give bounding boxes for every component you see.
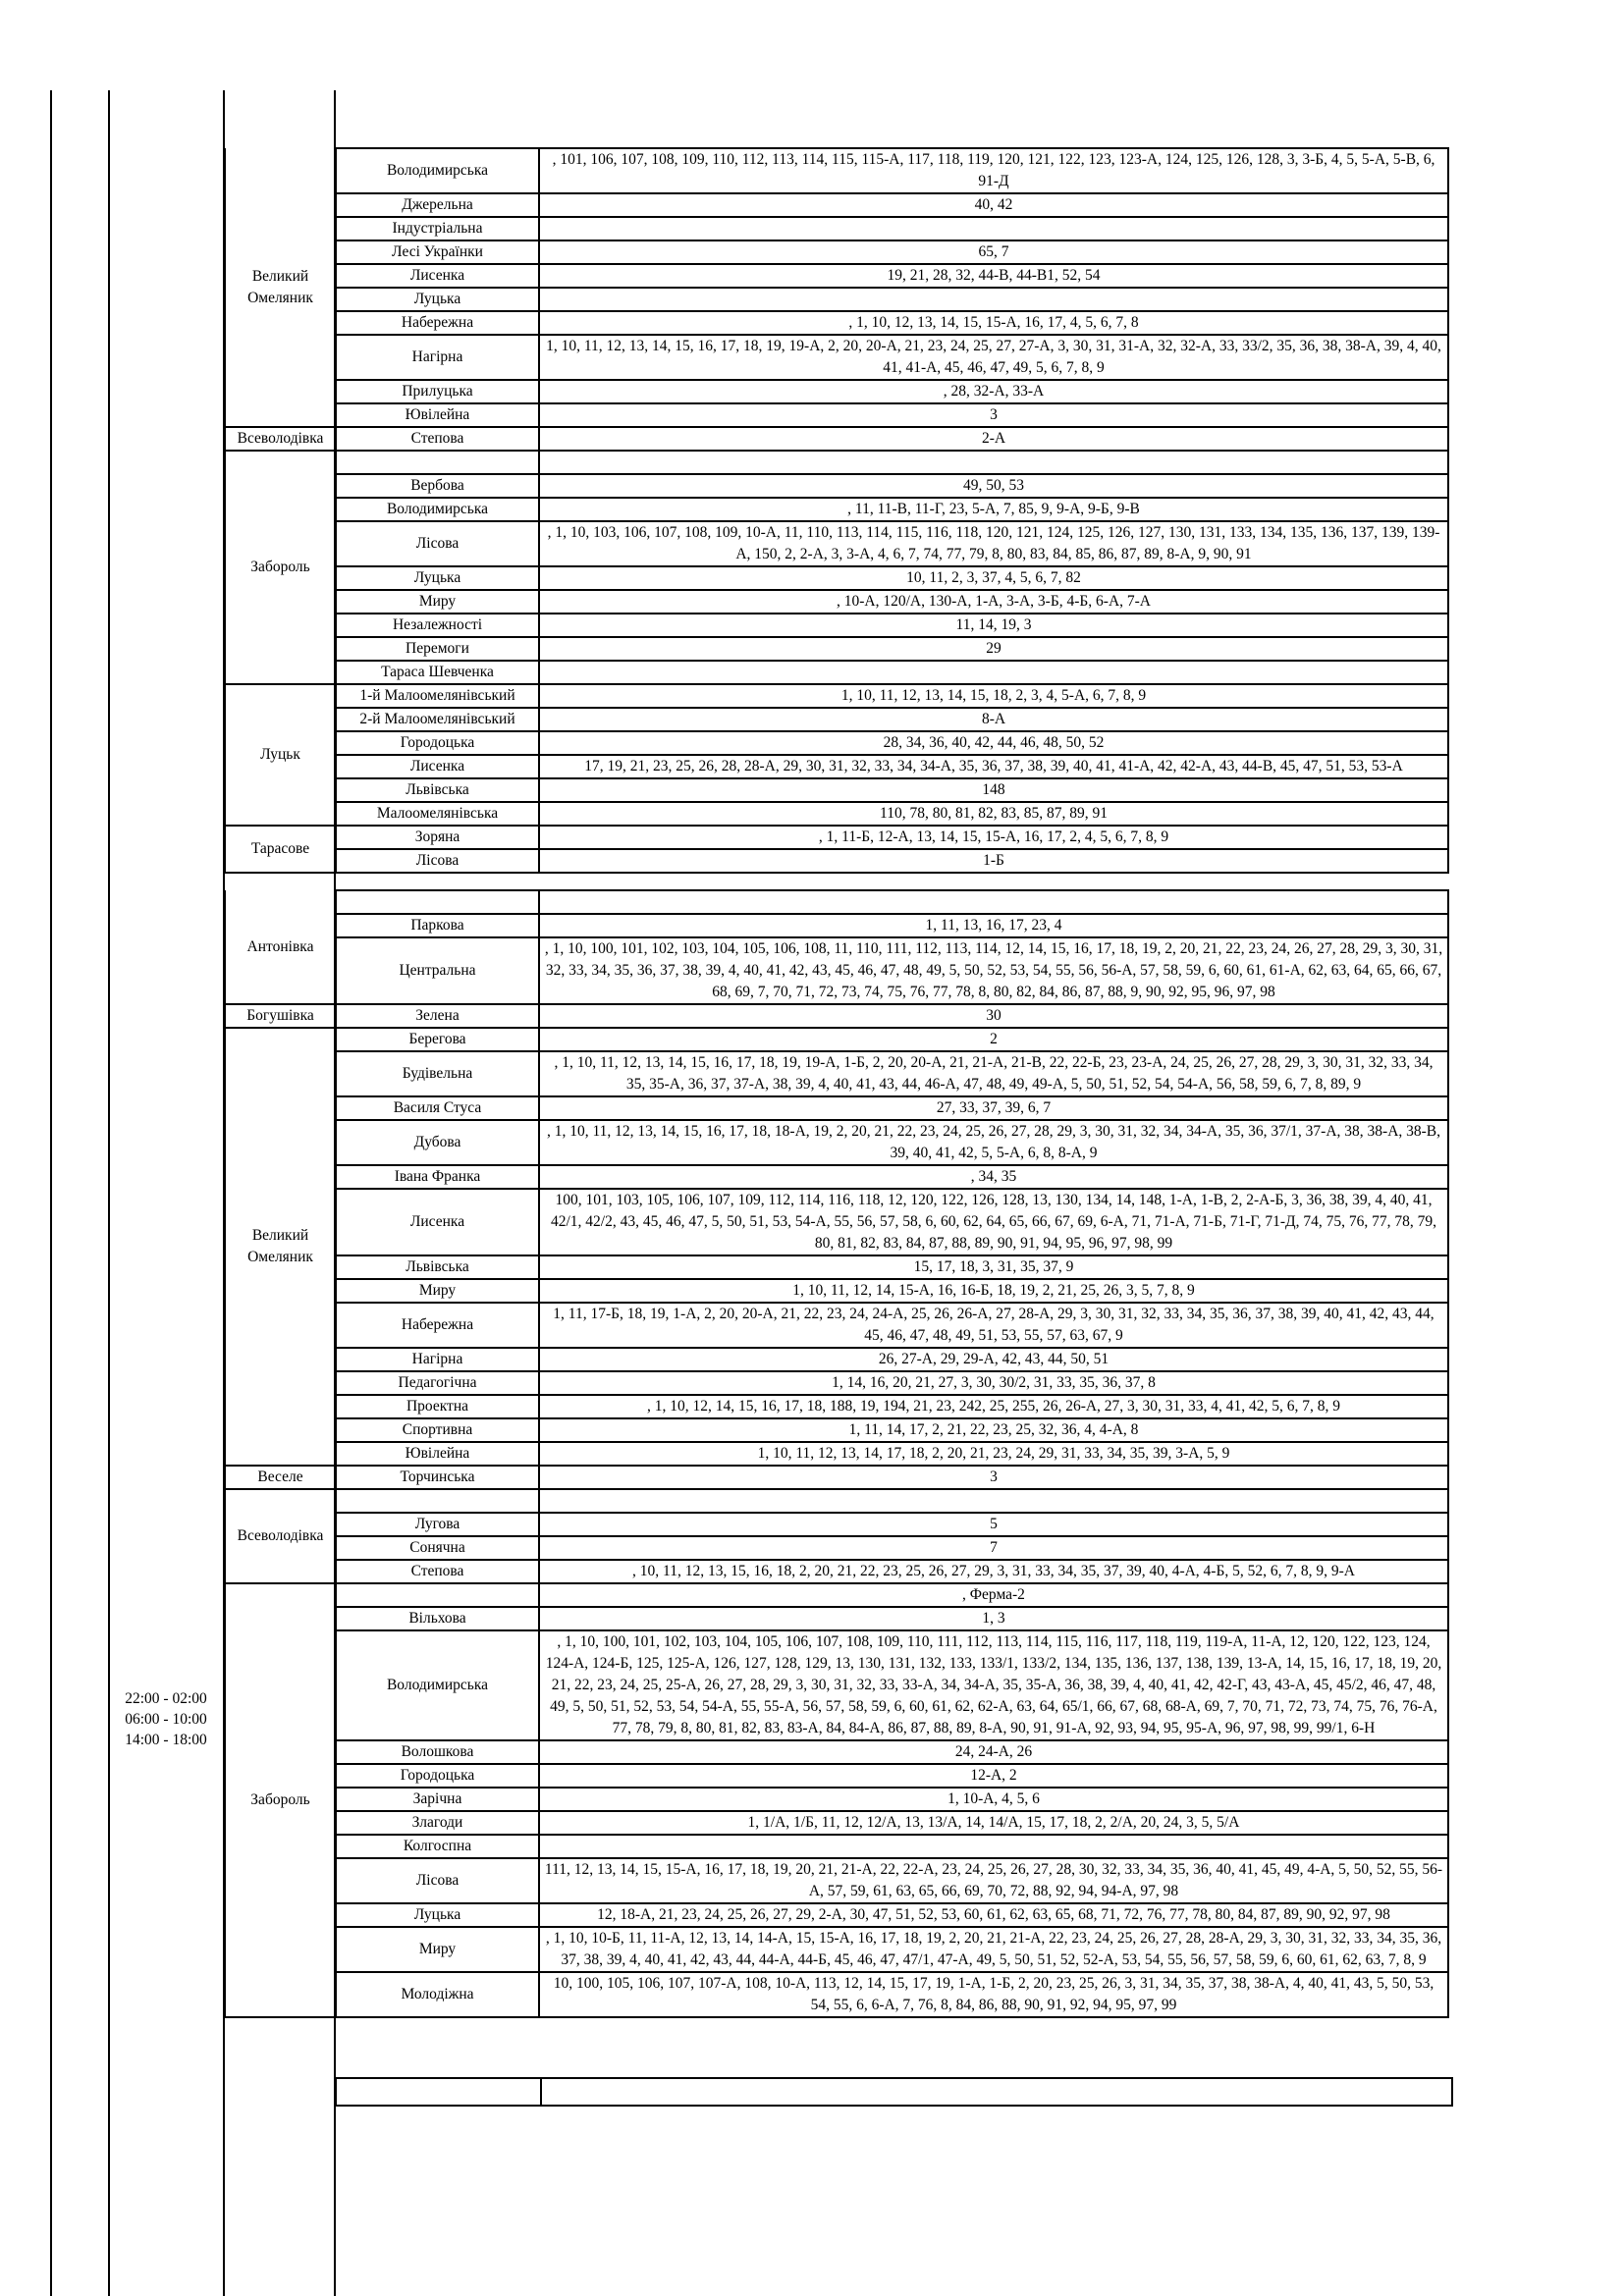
house-numbers-cell: , 1, 10, 10-Б, 11, 11-А, 12, 13, 14, 14-А, 15, 15-А, 16, 17, 18, 19, 2, 20, 21, 21-А, 22, 23, 24, 25, 26, 27, 28, 28-А, 29, 3, 30, 31, 32, 33, 34, 35, 36, 37, 38, 39, 4, 40, 41, 42, 43, 44, 44-А, 44-Б, 45, 46, 47, 47/1, 47-А, 49, 5, 50, 51, 52, 52-А, 53, 54, 55, 56, 57, 58, 59, 6, 60, 61, 62, 63, 7, 8, 9 — [539, 1927, 1448, 1972]
street-cell — [336, 890, 539, 914]
table-row — [225, 1858, 1448, 1903]
house-numbers-cell: , Ферма-2 — [539, 1583, 1448, 1607]
street-cell: Степова — [336, 1560, 539, 1583]
trailing-empty-row — [335, 2077, 1453, 2107]
vertical-rule — [50, 90, 52, 2296]
house-numbers-cell: 3 — [539, 1466, 1448, 1489]
table-row — [225, 1348, 1448, 1371]
house-numbers-cell: , 10, 11, 12, 13, 15, 16, 18, 2, 20, 21, 22, 23, 25, 26, 27, 29, 3, 31, 33, 34, 35, 37, 39, 40, 4-А, 4-Б, 5, 52, 6, 7, 8, 9, 9-А — [539, 1560, 1448, 1583]
table-row — [225, 826, 1448, 849]
schedule-tables — [224, 147, 1447, 2107]
table-row — [225, 684, 1448, 708]
table-row — [225, 1489, 1448, 1513]
house-numbers-cell: 11, 14, 19, 3 — [539, 614, 1448, 637]
house-numbers-cell: 1, 11, 17-Б, 18, 19, 1-А, 2, 20, 20-А, 21, 22, 23, 24, 24-А, 25, 26, 26-А, 27, 28-А, 29, 3, 30, 31, 32, 33, 34, 35, 36, 37, 38, 39, 40, 41, 42, 43, 44, 45, 46, 47, 48, 49, 51, 53, 55, 57, 63, 67, 9 — [539, 1303, 1448, 1348]
table-row — [225, 1303, 1448, 1348]
house-numbers-cell: 1, 11, 13, 16, 17, 23, 4 — [539, 914, 1448, 937]
table-row — [225, 288, 1448, 311]
street-cell: Ювілейна — [336, 1442, 539, 1466]
street-cell: Лісова — [336, 849, 539, 873]
vertical-rule — [108, 90, 110, 2296]
table-row — [225, 1513, 1448, 1536]
street-cell: Лісова — [336, 1858, 539, 1903]
table-row — [225, 661, 1448, 684]
table-row — [225, 708, 1448, 731]
street-cell: Паркова — [336, 914, 539, 937]
house-numbers-cell: 17, 19, 21, 23, 25, 26, 28, 28-А, 29, 30, 31, 32, 33, 34, 34-А, 35, 36, 37, 38, 39, 40, 41, 41-А, 42, 42-А, 43, 44-В, 45, 47, 51, 53, 53-А — [539, 755, 1448, 778]
street-cell — [336, 1489, 539, 1513]
village-cell: Забороль — [225, 451, 336, 684]
house-numbers-cell: 24, 24-А, 26 — [539, 1740, 1448, 1764]
table-row — [225, 914, 1448, 937]
table-row — [225, 1096, 1448, 1120]
table-row — [225, 778, 1448, 802]
street-cell: Джерельна — [336, 193, 539, 217]
street-cell: Торчинська — [336, 1466, 539, 1489]
house-numbers-cell: , 1, 10, 11, 12, 13, 14, 15, 16, 17, 18, 18-А, 19, 2, 20, 21, 22, 23, 24, 25, 26, 27, 28, 29, 3, 30, 31, 32, 34, 34-А, 35, 36, 37/1, 37-А, 38, 38-А, 38-В, 39, 40, 41, 42, 5, 5-А, 6, 8, 8-А, 9 — [539, 1120, 1448, 1165]
table-row — [225, 1536, 1448, 1560]
house-numbers-cell: 40, 42 — [539, 193, 1448, 217]
house-numbers-cell: 26, 27-А, 29, 29-А, 42, 43, 44, 50, 51 — [539, 1348, 1448, 1371]
table-row — [225, 264, 1448, 288]
street-cell: Володимирська — [336, 498, 539, 521]
table-row — [225, 521, 1448, 566]
house-numbers-cell: 65, 7 — [539, 240, 1448, 264]
house-numbers-cell: 27, 33, 37, 39, 6, 7 — [539, 1096, 1448, 1120]
table-row — [225, 1740, 1448, 1764]
house-numbers-cell: 49, 50, 53 — [539, 474, 1448, 498]
street-cell: Колгоспна — [336, 1835, 539, 1858]
street-cell: Городоцька — [336, 1764, 539, 1788]
table-row — [225, 1255, 1448, 1279]
street-cell: Злагоди — [336, 1811, 539, 1835]
table-row — [225, 1466, 1448, 1489]
street-cell: Нагірна — [336, 335, 539, 380]
house-numbers-cell: , 101, 106, 107, 108, 109, 110, 112, 113, 114, 115, 115-А, 117, 118, 119, 120, 121, 122, 123, 123-А, 124, 125, 126, 128, 3, 3-Б, 4, 5, 5-А, 5-В, 6, 91-Д — [539, 148, 1448, 193]
table-row — [225, 1279, 1448, 1303]
street-cell: Молодіжна — [336, 1972, 539, 2017]
table-row — [225, 193, 1448, 217]
village-cell: Луцьк — [225, 684, 336, 826]
street-cell: Берегова — [336, 1028, 539, 1051]
table-row — [225, 474, 1448, 498]
street-cell: Луцька — [336, 1903, 539, 1927]
house-numbers-cell — [541, 2078, 1452, 2106]
table-row — [225, 1788, 1448, 1811]
table-row — [225, 1395, 1448, 1418]
house-numbers-cell: 10, 100, 105, 106, 107, 107-А, 108, 10-А, 113, 12, 14, 15, 17, 19, 1-А, 1-Б, 2, 20, 23, 25, 26, 3, 31, 34, 35, 37, 38, 38-А, 4, 40, 41, 43, 5, 50, 53, 54, 55, 6, 6-А, 7, 76, 8, 84, 86, 88, 90, 91, 92, 94, 95, 97, 99 — [539, 1972, 1448, 2017]
house-numbers-cell — [539, 661, 1448, 684]
street-cell: Лисенка — [336, 1189, 539, 1255]
house-numbers-cell: 29 — [539, 637, 1448, 661]
street-cell: Львівська — [336, 1255, 539, 1279]
table-row — [225, 1630, 1448, 1740]
table-row — [225, 217, 1448, 240]
street-cell: Зарічна — [336, 1788, 539, 1811]
village-cell: Всеволодівка — [225, 1489, 336, 1583]
schedule-table-bottom — [224, 889, 1449, 2018]
street-cell: Будівельна — [336, 1051, 539, 1096]
house-numbers-cell: 1, 3 — [539, 1607, 1448, 1630]
table-row — [225, 148, 1448, 193]
table-row — [225, 1371, 1448, 1395]
house-numbers-cell: , 34, 35 — [539, 1165, 1448, 1189]
table-row — [225, 1442, 1448, 1466]
table-row — [225, 380, 1448, 403]
table-row — [225, 1051, 1448, 1096]
street-cell: Педагогічна — [336, 1371, 539, 1395]
table-row — [225, 1165, 1448, 1189]
house-numbers-cell: 30 — [539, 1004, 1448, 1028]
house-numbers-cell: 3 — [539, 403, 1448, 427]
street-cell: Лисенка — [336, 264, 539, 288]
street-cell: Миру — [336, 1279, 539, 1303]
table-row — [225, 590, 1448, 614]
street-cell: Івана Франка — [336, 1165, 539, 1189]
house-numbers-cell: 1-Б — [539, 849, 1448, 873]
house-numbers-cell: , 1, 10, 11, 12, 13, 14, 15, 16, 17, 18, 19, 19-А, 1-Б, 2, 20, 20-А, 21, 21-А, 21-В, 22, 22-Б, 23, 23-А, 24, 25, 26, 27, 28, 29, 3, 30, 31, 32, 33, 34, 35, 35-А, 36, 37, 37-А, 38, 39, 4, 40, 41, 43, 44, 46-А, 47, 48, 49, 49-А, 5, 50, 51, 52, 54, 54-А, 56, 58, 59, 6, 7, 8, 89, 9 — [539, 1051, 1448, 1096]
table-row — [225, 1903, 1448, 1927]
street-cell: Зоряна — [336, 826, 539, 849]
street-cell: Дубова — [336, 1120, 539, 1165]
house-numbers-cell: 1, 10, 11, 12, 13, 14, 15, 18, 2, 3, 4, 5-А, 6, 7, 8, 9 — [539, 684, 1448, 708]
street-cell: Миру — [336, 1927, 539, 1972]
house-numbers-cell — [539, 1835, 1448, 1858]
house-numbers-cell: 1, 10, 11, 12, 13, 14, 15, 16, 17, 18, 19, 19-А, 2, 20, 20-А, 21, 23, 24, 25, 27, 27-А, 3, 30, 31, 31-А, 32, 32-А, 33, 33/2, 35, 36, 38, 38-А, 39, 4, 40, 41, 41-А, 45, 46, 47, 49, 5, 6, 7, 8, 9 — [539, 335, 1448, 380]
house-numbers-cell: 12-А, 2 — [539, 1764, 1448, 1788]
street-cell: Набережна — [336, 311, 539, 335]
house-numbers-cell: , 10-А, 120/А, 130-А, 1-А, 3-А, 3-Б, 4-Б, 6-А, 7-А — [539, 590, 1448, 614]
street-cell: Володимирська — [336, 148, 539, 193]
street-cell: Василя Стуса — [336, 1096, 539, 1120]
house-numbers-cell — [539, 451, 1448, 474]
street-cell: Миру — [336, 590, 539, 614]
table-row — [225, 240, 1448, 264]
street-cell: Незалежності — [336, 614, 539, 637]
house-numbers-cell: 7 — [539, 1536, 1448, 1560]
house-numbers-cell: 15, 17, 18, 3, 31, 35, 37, 9 — [539, 1255, 1448, 1279]
street-cell: Городоцька — [336, 731, 539, 755]
table-row — [225, 755, 1448, 778]
house-numbers-cell: 1, 14, 16, 20, 21, 27, 3, 30, 30/2, 31, 33, 35, 36, 37, 8 — [539, 1371, 1448, 1395]
street-cell: Лисенка — [336, 755, 539, 778]
village-cell: Великий Омеляник — [225, 148, 336, 427]
street-cell: Перемоги — [336, 637, 539, 661]
table-row — [225, 1418, 1448, 1442]
street-cell: Малоомелянівська — [336, 802, 539, 826]
street-cell: Лісова — [336, 521, 539, 566]
street-cell: Нагірна — [336, 1348, 539, 1371]
street-cell: Володимирська — [336, 1630, 539, 1740]
time-slot-line: 06:00 - 10:00 — [125, 1711, 207, 1728]
street-cell: Луцька — [336, 566, 539, 590]
time-slot-line: 22:00 - 02:00 — [125, 1690, 207, 1707]
street-cell: Степова — [336, 427, 539, 451]
time-slot-label — [108, 1688, 224, 1750]
table-row — [225, 403, 1448, 427]
street-cell: Львівська — [336, 778, 539, 802]
street-cell: Вербова — [336, 474, 539, 498]
table-row — [225, 849, 1448, 873]
table-row — [225, 335, 1448, 380]
street-cell: Луцька — [336, 288, 539, 311]
village-cell: Веселе — [225, 1466, 336, 1489]
house-numbers-cell: , 1, 10, 12, 14, 15, 16, 17, 18, 188, 19, 194, 21, 23, 242, 25, 255, 26, 26-А, 27, 3, 30, 31, 33, 4, 41, 42, 5, 6, 7, 8, 9 — [539, 1395, 1448, 1418]
house-numbers-cell — [539, 217, 1448, 240]
table-row — [225, 937, 1448, 1004]
street-cell: Волошкова — [336, 1740, 539, 1764]
house-numbers-cell: 1, 10, 11, 12, 14, 15-А, 16, 16-Б, 18, 19, 2, 21, 25, 26, 3, 5, 7, 8, 9 — [539, 1279, 1448, 1303]
table-row — [225, 802, 1448, 826]
village-cell: Всеволодівка — [225, 427, 336, 451]
house-numbers-cell: , 1, 10, 100, 101, 102, 103, 104, 105, 106, 108, 11, 110, 111, 112, 113, 114, 12, 14, 15, 16, 17, 18, 19, 2, 20, 21, 22, 23, 24, 26, 27, 28, 29, 3, 30, 31, 32, 33, 34, 35, 36, 37, 38, 39, 4, 40, 41, 42, 43, 45, 46, 47, 48, 49, 5, 50, 52, 53, 54, 55, 56, 56-А, 57, 58, 59, 6, 60, 61, 61-А, 62, 63, 64, 65, 66, 67, 68, 69, 7, 70, 71, 72, 73, 74, 75, 76, 77, 78, 8, 80, 82, 84, 86, 87, 88, 9, 90, 92, 95, 96, 97, 98 — [539, 937, 1448, 1004]
table-row — [225, 498, 1448, 521]
house-numbers-cell: , 1, 11-Б, 12-А, 13, 14, 15, 15-А, 16, 17, 2, 4, 5, 6, 7, 8, 9 — [539, 826, 1448, 849]
street-cell: Лугова — [336, 1513, 539, 1536]
house-numbers-cell: , 11, 11-В, 11-Г, 23, 5-А, 7, 85, 9, 9-А, 9-Б, 9-В — [539, 498, 1448, 521]
house-numbers-cell: 1, 10, 11, 12, 13, 14, 17, 18, 2, 20, 21, 23, 24, 29, 31, 33, 34, 35, 39, 3-А, 5, 9 — [539, 1442, 1448, 1466]
table-row — [225, 614, 1448, 637]
street-cell: Індустріальна — [336, 217, 539, 240]
table-row — [225, 1583, 1448, 1607]
table-row — [225, 566, 1448, 590]
house-numbers-cell: , 1, 10, 100, 101, 102, 103, 104, 105, 106, 107, 108, 109, 110, 111, 112, 113, 114, 115, 116, 117, 118, 119, 119-А, 11-А, 12, 120, 122, 123, 124, 124-А, 124-Б, 125, 125-А, 126, 127, 128, 129, 13, 130, 131, 132, 133, 133/1, 133/2, 134, 135, 136, 137, 138, 139, 13-А, 14, 15, 16, 17, 18, 19, 20, 21, 22, 23, 24, 25, 25-А, 26, 27, 28, 29, 3, 30, 31, 32, 33, 33-А, 34, 34-А, 35, 35-А, 36, 38, 39, 4, 40, 41, 42, 42-Г, 43, 43-А, 45, 45/2, 46, 47, 48, 49, 5, 50, 51, 52, 53, 54, 54-А, 55, 55-А, 56, 57, 58, 59, 6, 60, 61, 62, 62-А, 63, 64, 65/1, 66, 67, 68, 68-А, 69, 7, 70, 71, 72, 73, 74, 75, 76, 76-А, 77, 78, 79, 8, 80, 81, 82, 83, 83-А, 84, 84-А, 86, 87, 88, 89, 8-А, 90, 91, 91-А, 92, 93, 94, 95, 95-А, 96, 97, 98, 99, 99/1, 6-Н — [539, 1630, 1448, 1740]
house-numbers-cell: 19, 21, 28, 32, 44-В, 44-В1, 52, 54 — [539, 264, 1448, 288]
house-numbers-cell: 2-А — [539, 427, 1448, 451]
house-numbers-cell: 5 — [539, 1513, 1448, 1536]
street-cell: Спортивна — [336, 1418, 539, 1442]
village-cell: Забороль — [225, 1583, 336, 2017]
village-cell: Тарасове — [225, 826, 336, 873]
table-row — [225, 1028, 1448, 1051]
village-cell: Богушівка — [225, 1004, 336, 1028]
table-row — [225, 1189, 1448, 1255]
house-numbers-cell — [539, 1489, 1448, 1513]
street-cell: Проектна — [336, 1395, 539, 1418]
street-cell: Зелена — [336, 1004, 539, 1028]
table-row — [336, 2078, 1452, 2106]
table-row — [225, 1560, 1448, 1583]
street-cell — [336, 451, 539, 474]
house-numbers-cell: , 28, 32-А, 33-А — [539, 380, 1448, 403]
house-numbers-cell: , 1, 10, 103, 106, 107, 108, 109, 10-А, 11, 110, 113, 114, 115, 116, 118, 120, 121, 124, 125, 126, 127, 130, 131, 133, 134, 135, 136, 137, 139, 139-А, 150, 2, 2-А, 3, 3-А, 4, 6, 7, 74, 77, 79, 8, 80, 83, 84, 85, 86, 87, 89, 8-А, 9, 90, 91 — [539, 521, 1448, 566]
house-numbers-cell: 111, 12, 13, 14, 15, 15-А, 16, 17, 18, 19, 20, 21, 21-А, 22, 22-А, 23, 24, 25, 26, 27, 28, 30, 32, 33, 34, 35, 36, 40, 41, 45, 49, 4-А, 5, 50, 52, 55, 56-А, 57, 59, 61, 63, 65, 66, 69, 70, 72, 88, 92, 94, 94-А, 97, 98 — [539, 1858, 1448, 1903]
street-cell: Набережна — [336, 1303, 539, 1348]
street-cell: 1-й Малоомелянівський — [336, 684, 539, 708]
house-numbers-cell: 2 — [539, 1028, 1448, 1051]
street-cell: Сонячна — [336, 1536, 539, 1560]
house-numbers-cell: 110, 78, 80, 81, 82, 83, 85, 87, 89, 91 — [539, 802, 1448, 826]
table-row — [225, 637, 1448, 661]
table-row — [225, 1004, 1448, 1028]
street-cell: Лесі Українки — [336, 240, 539, 264]
house-numbers-cell: 1, 10-А, 4, 5, 6 — [539, 1788, 1448, 1811]
table-row — [225, 311, 1448, 335]
table-row — [225, 1607, 1448, 1630]
table-row — [225, 451, 1448, 474]
street-cell: 2-й Малоомелянівський — [336, 708, 539, 731]
street-cell: Вільхова — [336, 1607, 539, 1630]
table-row — [225, 427, 1448, 451]
table-row — [225, 1972, 1448, 2017]
house-numbers-cell: 100, 101, 103, 105, 106, 107, 109, 112, 114, 116, 118, 12, 120, 122, 126, 128, 13, 130, 134, 14, 148, 1-А, 1-В, 2, 2-А-Б, 3, 36, 38, 39, 4, 40, 41, 42/1, 42/2, 43, 45, 46, 47, 5, 50, 51, 53, 54-А, 55, 56, 57, 58, 6, 60, 62, 64, 65, 66, 67, 69, 6-А, 71, 71-А, 71-Б, 71-Г, 71-Д, 74, 75, 76, 77, 78, 79, 80, 81, 82, 83, 84, 87, 88, 89, 90, 91, 94, 95, 96, 97, 98, 99 — [539, 1189, 1448, 1255]
street-cell — [336, 2078, 541, 2106]
village-cell: Великий Омеляник — [225, 1028, 336, 1466]
street-cell — [336, 1583, 539, 1607]
street-cell: Ювілейна — [336, 403, 539, 427]
house-numbers-cell — [539, 288, 1448, 311]
table-row — [225, 1927, 1448, 1972]
street-cell: Прилуцька — [336, 380, 539, 403]
house-numbers-cell: 1, 1/А, 1/Б, 11, 12, 12/А, 13, 13/А, 14, 14/А, 15, 17, 18, 2, 2/А, 20, 24, 3, 5, 5/А — [539, 1811, 1448, 1835]
house-numbers-cell: 1, 11, 14, 17, 2, 21, 22, 23, 25, 32, 36, 4, 4-А, 8 — [539, 1418, 1448, 1442]
house-numbers-cell — [539, 890, 1448, 914]
house-numbers-cell: 10, 11, 2, 3, 37, 4, 5, 6, 7, 82 — [539, 566, 1448, 590]
table-row — [225, 731, 1448, 755]
street-cell: Центральна — [336, 937, 539, 1004]
house-numbers-cell: 148 — [539, 778, 1448, 802]
table-row — [225, 1811, 1448, 1835]
table-row — [225, 890, 1448, 914]
street-cell: Тараса Шевченка — [336, 661, 539, 684]
time-slot-line: 14:00 - 18:00 — [125, 1732, 207, 1748]
house-numbers-cell: 8-А — [539, 708, 1448, 731]
table-row — [225, 1764, 1448, 1788]
village-cell: Антонівка — [225, 890, 336, 1004]
schedule-table-top — [224, 147, 1449, 874]
table-row — [225, 1120, 1448, 1165]
table-row — [225, 1835, 1448, 1858]
house-numbers-cell: , 1, 10, 12, 13, 14, 15, 15-А, 16, 17, 4, 5, 6, 7, 8 — [539, 311, 1448, 335]
house-numbers-cell: 12, 18-А, 21, 23, 24, 25, 26, 27, 29, 2-А, 30, 47, 51, 52, 53, 60, 61, 62, 63, 65, 68, 71, 72, 76, 77, 78, 80, 84, 87, 89, 90, 92, 97, 98 — [539, 1903, 1448, 1927]
house-numbers-cell: 28, 34, 36, 40, 42, 44, 46, 48, 50, 52 — [539, 731, 1448, 755]
